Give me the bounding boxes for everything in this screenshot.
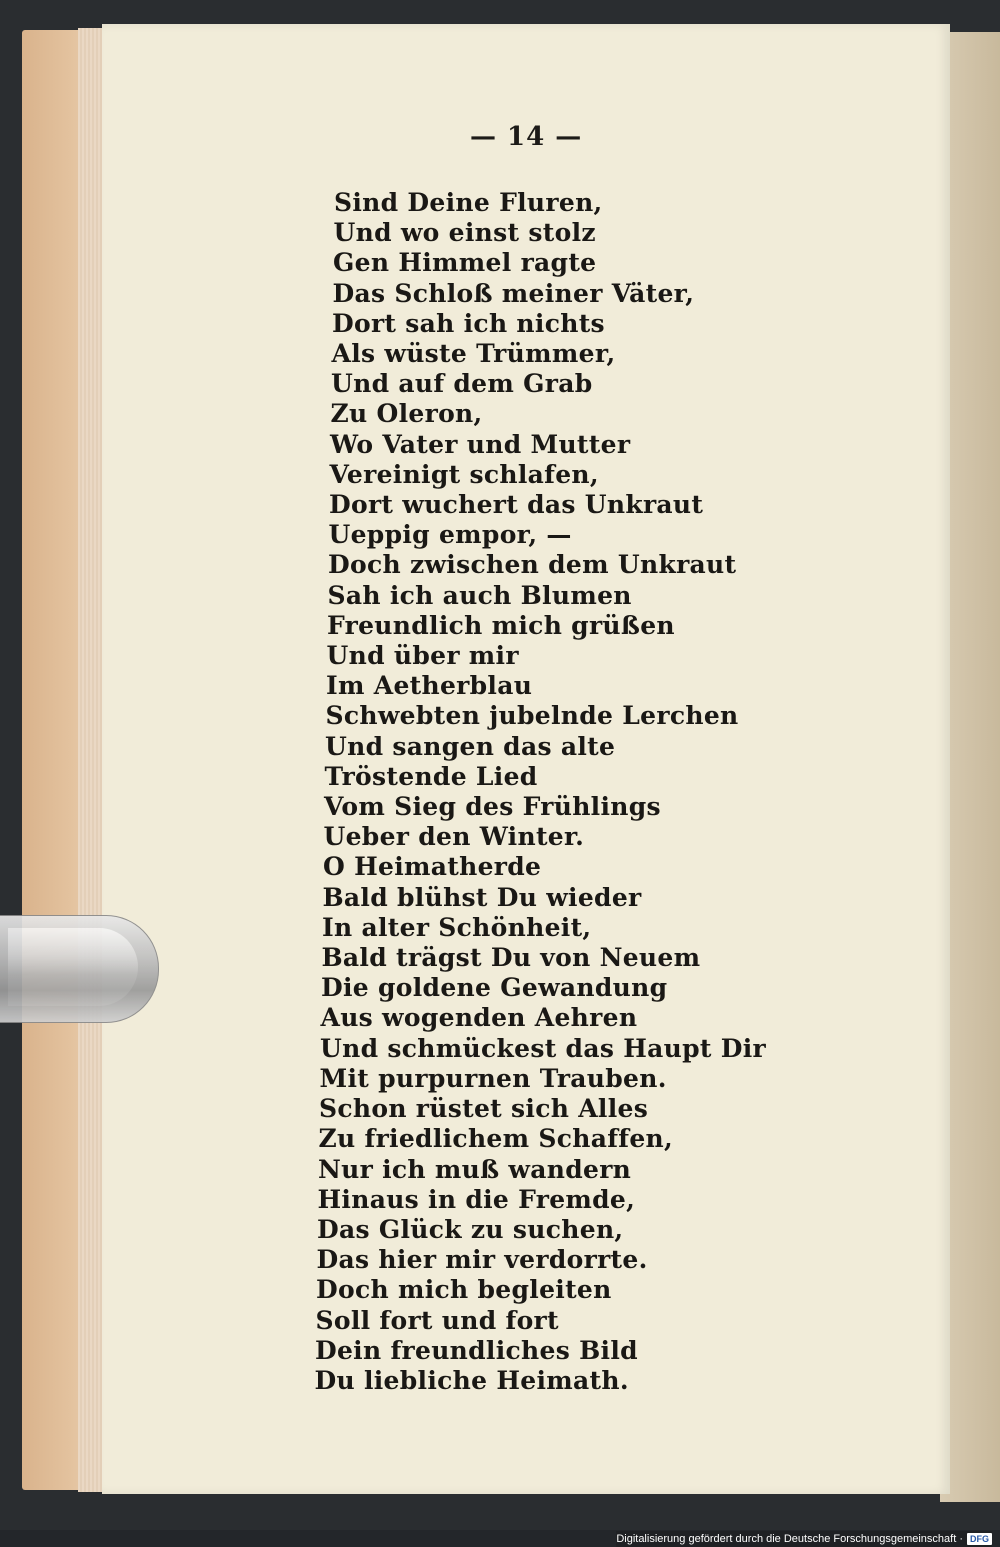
- poem-line: Ueber den Winter.: [323, 822, 585, 852]
- digitization-credit: [616, 1531, 992, 1547]
- poem-line: Dort sah ich nichts: [332, 308, 605, 338]
- poem-line: Ueppig empor, —: [328, 520, 572, 550]
- poem-line: Sah ich auch Blumen: [327, 580, 632, 610]
- poem-line: Dein freundliches Bild: [315, 1335, 638, 1365]
- poem-line: Sind Deine Fluren,: [334, 188, 603, 217]
- poem-line: Schwebten jubelnde Lerchen: [325, 701, 739, 731]
- poem-line: In alter Schönheit,: [322, 912, 592, 942]
- poem-line: Bald blühst Du wieder: [322, 882, 642, 912]
- page-clip: [0, 915, 159, 1023]
- poem-line: Und wo einst stolz: [333, 218, 596, 248]
- poem-line: Dort wuchert das Unkraut: [329, 490, 704, 520]
- poem-line: Gen Himmel ragte: [333, 248, 597, 278]
- poem-line: Als wüste Trümmer,: [331, 339, 616, 369]
- poem-line: Du liebliche Heimath.: [314, 1365, 629, 1395]
- poem-line: Das Glück zu suchen,: [317, 1214, 624, 1244]
- poem-line: Die goldene Gewandung: [321, 973, 668, 1003]
- poem-line: Hinaus in die Fremde,: [317, 1184, 636, 1214]
- poem-text: [314, 188, 766, 1396]
- poem-line: Zu Oleron,: [330, 399, 483, 429]
- poem-line: Mit purpurnen Trauben.: [319, 1063, 667, 1093]
- credit-text: Digitalisierung gefördert durch die Deutsche Forschungsgemeinschaft ·: [616, 1533, 963, 1545]
- page-number: — 14 —: [470, 122, 583, 152]
- dfg-logo: DFG: [967, 1533, 992, 1545]
- poem-line: Und sangen das alte: [325, 731, 616, 761]
- poem-line: Im Aetherblau: [326, 671, 533, 701]
- poem-line: Doch zwischen dem Unkraut: [328, 550, 737, 580]
- poem-line: Wo Vater und Mutter: [330, 429, 631, 459]
- poem-line: Und schmückest das Haupt Dir: [320, 1033, 766, 1063]
- clip-highlight: [8, 928, 138, 1006]
- poem-line: Und auf dem Grab: [331, 369, 593, 399]
- poem-line: Und über mir: [326, 641, 519, 671]
- poem-line: Bald trägst Du von Neuem: [321, 943, 701, 973]
- poem-line: Vereinigt schlafen,: [329, 459, 599, 489]
- poem-line: Freundlich mich grüßen: [327, 610, 675, 640]
- poem-line: Nur ich muß wandern: [318, 1154, 632, 1184]
- poem-line: Soll fort und fort: [315, 1305, 559, 1335]
- poem-line: Aus wogenden Aehren: [320, 1003, 638, 1033]
- poem-line: Schon rüstet sich Alles: [319, 1094, 649, 1124]
- poem-line: Das Schloß meiner Väter,: [332, 278, 695, 308]
- poem-line: Zu friedlichem Schaffen,: [318, 1124, 674, 1154]
- poem-line: Tröstende Lied: [324, 761, 538, 791]
- poem-line: Doch mich begleiten: [316, 1275, 612, 1305]
- poem-line: Vom Sieg des Frühlings: [324, 792, 661, 822]
- poem-line: Das hier mir verdorrte.: [316, 1245, 648, 1275]
- poem-line: O Heimatherde: [323, 852, 542, 882]
